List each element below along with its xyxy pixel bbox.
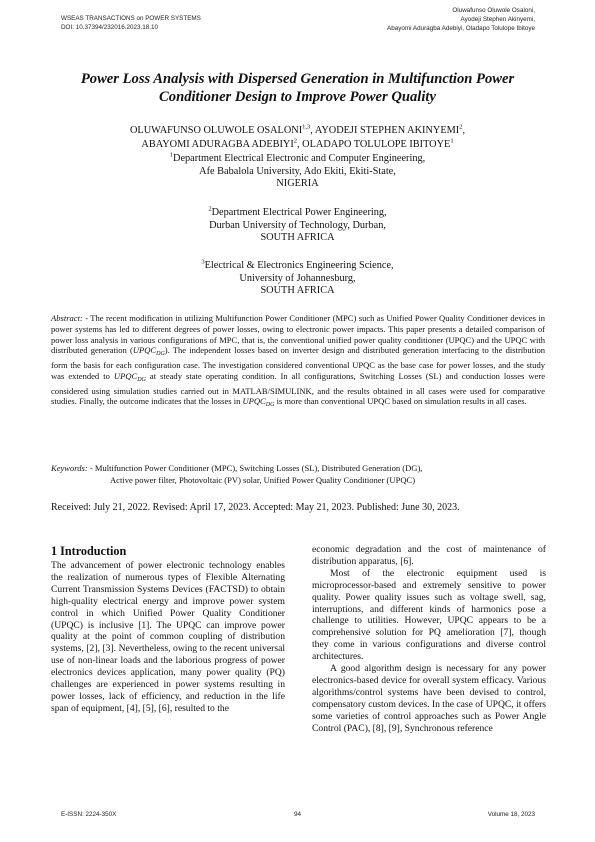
author-2: , AYODEJI STEPHEN AKINYEMI	[310, 125, 460, 136]
aff-2-line1: Department Electrical Power Engineering,	[211, 207, 387, 218]
author-4-sup: 1	[450, 137, 454, 145]
header-authors-line2: Ayodeji Stephen Akinyemi,	[460, 16, 535, 23]
abstract-text-2: ). The independent losses based on inverter design and distributed generation interfacing to the distribution form the basis for each configuration case. The investigation considered conventional UPQC as the base case for power losses, and the study was extended to	[51, 345, 546, 381]
author-sep: ,	[462, 125, 466, 136]
keywords-line1: - Multifunction Power Conditioner (MPC), Switching Losses (SL), Distributed Generation (DG),	[87, 463, 423, 473]
aff-1-line3: NIGERIA	[276, 178, 319, 190]
authors-line2	[40, 139, 555, 152]
paper-title	[40, 71, 555, 106]
header-doi: DOI: 10.37394/232016.2023.18.10	[61, 24, 158, 31]
author-1-sup: 1,3	[302, 123, 311, 131]
aff-3-line3: SOUTH AFRICA	[260, 285, 335, 297]
math-dg: DG	[265, 402, 275, 409]
author-3: ABAYOMI ADURAGBA ADEBIYI	[141, 139, 294, 150]
title-line2: Conditioner Design to Improve Power Quality	[159, 88, 436, 105]
aff-2-line3: SOUTH AFRICA	[260, 232, 335, 244]
affiliation-3	[40, 260, 555, 298]
math-upqc: UPQC	[132, 345, 157, 356]
author-3-sup: 2	[293, 137, 298, 145]
math-dg: DG	[137, 376, 146, 383]
intro-right-paragraph-1: economic degradation and the cost of maintenance of distribution apparatus, [6].	[312, 544, 546, 567]
keywords-label: Keywords:	[51, 463, 88, 473]
section-heading: 1 Introduction	[51, 544, 127, 558]
math-upqc: UPQC	[242, 396, 266, 407]
affiliation-2	[40, 207, 555, 245]
math-upqc: UPQC	[113, 370, 138, 381]
header-journal: WSEAS TRANSACTIONS on POWER SYSTEMS	[61, 15, 201, 22]
aff-1-line2: Afe Babalola University, Ado Ekiti, Ekiti-State,	[199, 165, 396, 177]
intro-right-paragraph-2: Most of the electronic equipment used is microprocessor-based and extremely sensitive to power quality. Power quality issues such as voltage swell, sag, interruptions, and different kinds of harmonics pose a challenge to utilities. However, UPQC appears to be a comprehensive solution for PQ amelioration [7], though they come in various configurations and diverse control architectures.	[312, 567, 546, 663]
abstract-text-4: is more than conventional UPQC based on simulation results in all cases.	[274, 396, 527, 407]
aff-1-sup: 1	[169, 151, 174, 159]
header-authors-line1: Oluwafunso Oluwole Osaloni,	[452, 7, 535, 14]
right-column	[312, 544, 546, 735]
footer-volume: Volume 18, 2023	[487, 811, 535, 818]
intro-right-paragraph-3: A good algorithm design is necessary for any power electronics-based device for overall system efficacy. Various algorithms/control systems have been devised to control, compensatory custom devices. In the case of UPQC, it offers some varieties of control approaches such as Power Angle Control (PAC), [8], [9], Synchronous reference	[312, 663, 547, 734]
title-line1: Power Loss Analysis with Dispersed Generation in Multifunction Power	[80, 71, 515, 87]
abstract-text-1: - The recent modification in utilizing Multifunction Power Conditioner (MPC) such as Unified Power Quality Conditioner devices in power systems has led to different degrees of power losses, owing to electronic power impacts. This paper presents a detailed comparison of power loss analysis in various configurations of MPC, that is, the conventional unified power quality conditioner (UPQC) and the UPQC with distributed generation (	[51, 313, 545, 356]
header-authors-line3: Abayomi Aduragba Adebiyi, Oladapo Tolulope Ibitoye	[387, 25, 535, 32]
aff-2-line2: Durban University of Technology, Durban,	[209, 219, 386, 231]
author-4: , OLADAPO TOLULOPE IBITOYE	[297, 139, 451, 150]
aff-3-sup: 3	[201, 258, 205, 266]
aff-3-line1: Electrical & Electronics Engineering Science,	[204, 260, 394, 271]
authors-line1	[40, 125, 555, 138]
abstract-text-3: at steady state operating condition. In all configurations, Switching Losses (SL) and conduction losses were considered using simulation studies carried out in MATLAB/SIMULINK, and the results obtained in all cases were used for comparative studies. Finally, the outcome indicates that the losses in	[51, 370, 545, 407]
affiliation-1	[40, 153, 555, 191]
intro-left-paragraph: The advancement of power electronic technology enables the realization of numerous types of Flexible Alternating Current Transmission Systems Devices (FACTSD) to obtain high-quality electrical energy and improve power system control in which Unified Power Quality Conditioner (UPQC) is inclusive [1]. The UPQC can improve power quality at the point of common coupling of distribution systems, [2], [3]. Nevertheless, owing to the recent universal use of non-linear loads and the laborious progress of power electronics devices application, many power quality (PQ) challenges are experienced in power systems resulting in power losses, lack of efficiency, and reduction in the life span of equipment, [4], [5], [6], resulted to the	[51, 560, 285, 714]
aff-2-sup: 2	[208, 205, 212, 213]
received-dates: Received: July 21, 2022. Revised: April 17, 2023. Accepted: May 21, 2023. Published: June 30, 2023.	[51, 502, 460, 513]
aff-1-line1: Department Electrical Electronic and Computer Engineering,	[173, 153, 426, 164]
footer-issn: E-ISSN: 2224-350X	[61, 811, 117, 818]
footer-page-number: 94	[293, 811, 301, 818]
abstract	[51, 313, 545, 411]
aff-3-line2: University of Johannesburg,	[239, 272, 356, 284]
keywords-line2: Active power filter, Photovoltaic (PV) solar, Unified Power Quality Conditioner (UPQC)	[110, 474, 416, 485]
math-dg: DG	[156, 351, 165, 358]
author-2-sup: 2	[459, 123, 463, 131]
left-column	[51, 560, 285, 715]
author-1: OLUWAFUNSO OLUWOLE OSALONI	[129, 125, 303, 136]
keywords	[51, 463, 545, 486]
abstract-label: Abstract:	[51, 313, 83, 323]
